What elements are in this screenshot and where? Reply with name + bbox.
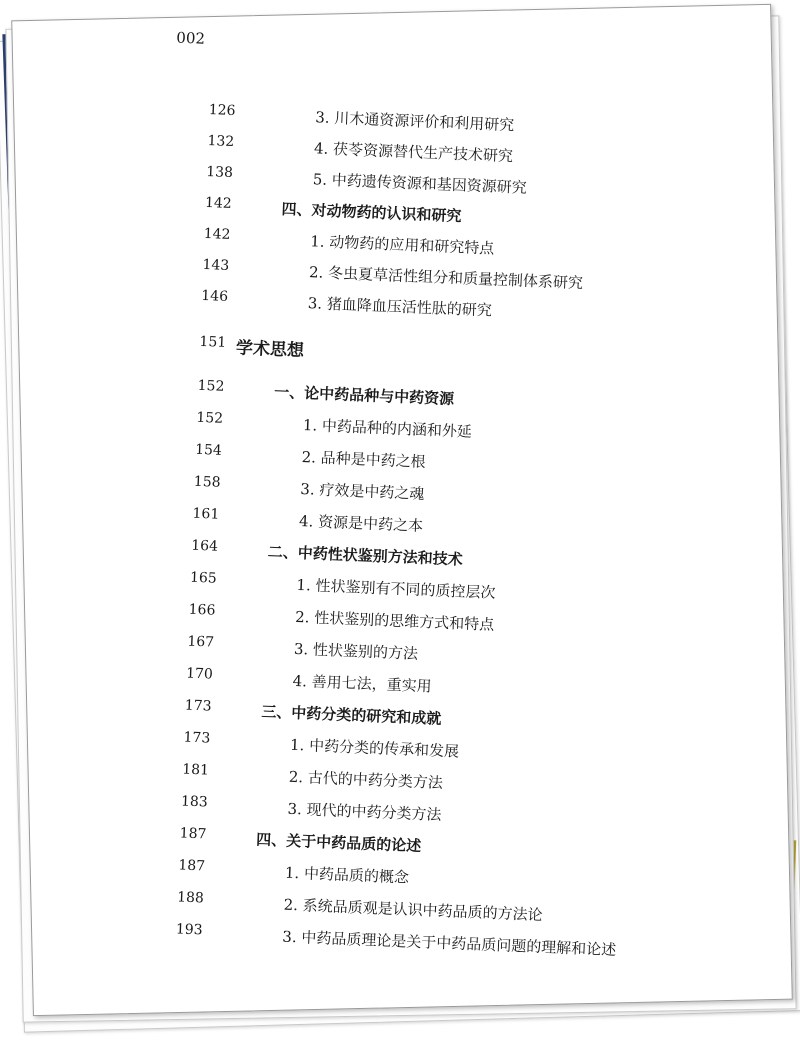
toc-page-number: 166 bbox=[188, 601, 216, 619]
toc-page-number: 161 bbox=[192, 505, 220, 523]
toc-item-title: 2. 古代的中药分类方法 bbox=[288, 767, 444, 792]
toc-section-title: 学术思想 bbox=[235, 338, 305, 362]
toc-item-title: 3. 性状鉴别的方法 bbox=[293, 639, 419, 663]
toc-page-number: 146 bbox=[200, 287, 229, 305]
page-number: 002 bbox=[176, 28, 206, 48]
toc-page-number: 173 bbox=[183, 729, 211, 747]
toc-page-number: 138 bbox=[205, 163, 234, 182]
toc-page-number: 126 bbox=[208, 102, 236, 120]
toc-page-number: 183 bbox=[180, 793, 209, 811]
toc-page-number: 154 bbox=[194, 441, 223, 459]
toc-item-title: 2. 性状鉴别的思维方式和特点 bbox=[294, 607, 495, 634]
toc-page-number: 142 bbox=[203, 225, 231, 243]
toc-chapter-title: 四、关于中药品质的论述 bbox=[255, 830, 422, 856]
toc-item-title: 3. 现代的中药分类方法 bbox=[287, 799, 442, 824]
toc-page-number: 158 bbox=[193, 473, 221, 491]
toc-page-number: 132 bbox=[207, 132, 235, 151]
toc-page-number: 181 bbox=[181, 761, 210, 779]
toc-page-number: 151 bbox=[199, 333, 227, 351]
toc-item-title: 2. 系统品质观是认识中药品质的方法论 bbox=[283, 895, 543, 925]
toc-item-title: 3. 中药品质理论是关于中药品质问题的理解和论述 bbox=[282, 927, 617, 960]
toc-item-title: 1. 动物药的应用和研究特点 bbox=[309, 232, 495, 258]
toc-page-number: 164 bbox=[190, 537, 219, 555]
toc-page-number: 188 bbox=[176, 889, 205, 907]
toc-item-title: 3. 猪血降血压活性肽的研究 bbox=[307, 294, 493, 320]
toc-page-number: 152 bbox=[196, 409, 224, 427]
toc-item-title: 1. 性状鉴别有不同的质控层次 bbox=[296, 575, 496, 602]
toc-item-title: 2. 冬虫夏草活性组分和质量控制体系研究 bbox=[308, 263, 584, 293]
toc-item-title: 3. 疗效是中药之魂 bbox=[300, 479, 425, 503]
toc-page-number: 187 bbox=[178, 857, 206, 875]
toc-page-number: 173 bbox=[184, 697, 212, 715]
toc-page-number: 187 bbox=[179, 825, 207, 843]
toc-chapter-title: 一、论中药品种与中药资源 bbox=[273, 382, 455, 409]
toc-item-title: 1. 中药品种的内涵和外延 bbox=[302, 416, 473, 441]
toc-page-number: 152 bbox=[197, 377, 225, 395]
toc-item-title: 5. 中药遗传资源和基因资源研究 bbox=[312, 170, 528, 197]
toc-page-number: 143 bbox=[202, 256, 230, 274]
toc-item-title: 4. 资源是中药之本 bbox=[298, 511, 424, 535]
toc-page-number: 165 bbox=[189, 569, 218, 587]
toc-page-number: 167 bbox=[187, 633, 215, 651]
toc-page-number: 193 bbox=[175, 921, 203, 939]
toc-page-number: 170 bbox=[185, 665, 214, 683]
toc-item-title: 3. 川木通资源评价和利用研究 bbox=[314, 108, 515, 135]
toc-chapter-title: 四、对动物药的认识和研究 bbox=[281, 200, 462, 226]
toc-item-title: 4. 善用七法，重实用 bbox=[292, 671, 432, 696]
toc-item-title: 2. 品种是中药之根 bbox=[301, 448, 427, 471]
toc-item-title: 4. 茯苓资源替代生产技术研究 bbox=[313, 139, 514, 166]
toc-page-number: 142 bbox=[204, 194, 233, 213]
toc-chapter-title: 二、中药性状鉴别方法和技术 bbox=[267, 542, 464, 569]
toc-item-title: 1. 中药品质的概念 bbox=[284, 863, 410, 887]
toc-item-title: 1. 中药分类的传承和发展 bbox=[289, 735, 460, 761]
toc-chapter-title: 三、中药分类的研究和成就 bbox=[261, 702, 442, 728]
